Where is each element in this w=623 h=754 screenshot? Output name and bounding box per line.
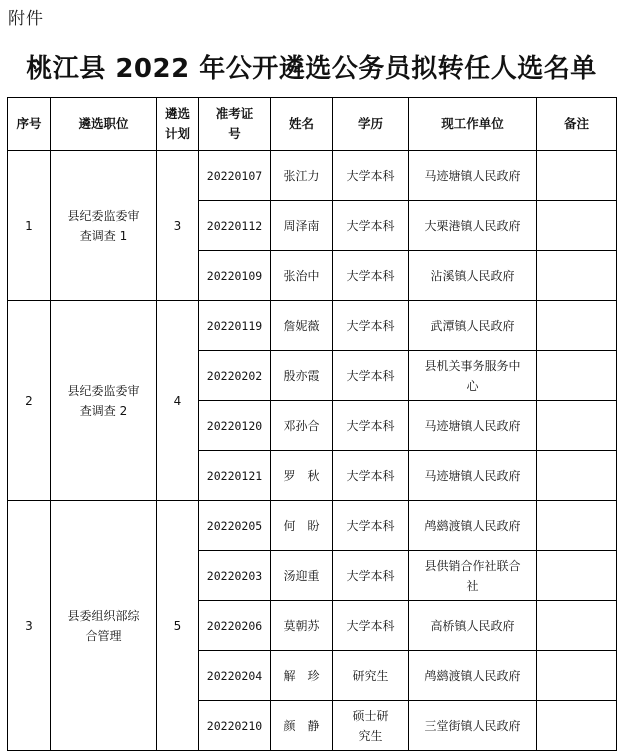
col-header-unit: 现工作单位 — [409, 98, 537, 151]
note-cell — [537, 551, 617, 601]
note-cell — [537, 651, 617, 701]
education-cell: 大学本科 — [333, 151, 409, 201]
exam-id-cell: 20220202 — [199, 351, 271, 401]
exam-id-cell: 20220204 — [199, 651, 271, 701]
education-cell: 硕士研究生 — [333, 701, 409, 751]
position-cell: 县纪委监委审查调查 1 — [51, 151, 157, 301]
name-cell: 殷亦霞 — [271, 351, 333, 401]
col-header-education: 学历 — [333, 98, 409, 151]
attachment-label: 附件 — [8, 9, 44, 29]
note-cell — [537, 451, 617, 501]
note-cell — [537, 701, 617, 751]
name-cell: 解 珍 — [271, 651, 333, 701]
name-cell: 何 盼 — [271, 501, 333, 551]
note-cell — [537, 601, 617, 651]
exam-id-cell: 20220120 — [199, 401, 271, 451]
col-header-exam-id: 准考证号 — [199, 98, 271, 151]
position-cell: 县纪委监委审查调查 2 — [51, 301, 157, 501]
unit-cell: 沾溪镇人民政府 — [409, 251, 537, 301]
note-cell — [537, 151, 617, 201]
name-cell: 汤迎重 — [271, 551, 333, 601]
name-cell: 张治中 — [271, 251, 333, 301]
name-cell: 罗 秋 — [271, 451, 333, 501]
exam-id-cell: 20220119 — [199, 301, 271, 351]
unit-cell: 武潭镇人民政府 — [409, 301, 537, 351]
unit-cell: 大栗港镇人民政府 — [409, 201, 537, 251]
plan-cell: 5 — [157, 501, 199, 751]
exam-id-cell: 20220107 — [199, 151, 271, 201]
unit-cell: 县机关事务服务中心 — [409, 351, 537, 401]
name-cell: 周泽南 — [271, 201, 333, 251]
unit-cell: 县供销合作社联合社 — [409, 551, 537, 601]
col-header-seq: 序号 — [8, 98, 51, 151]
note-cell — [537, 301, 617, 351]
unit-cell: 鸬鹚渡镇人民政府 — [409, 651, 537, 701]
col-header-note: 备注 — [537, 98, 617, 151]
exam-id-cell: 20220109 — [199, 251, 271, 301]
seq-cell: 2 — [8, 301, 51, 501]
col-header-position: 遴选职位 — [51, 98, 157, 151]
candidate-table — [7, 97, 617, 751]
note-cell — [537, 351, 617, 401]
education-cell: 大学本科 — [333, 601, 409, 651]
table-row — [8, 301, 617, 351]
unit-cell: 鸬鹚渡镇人民政府 — [409, 501, 537, 551]
name-cell: 詹妮薇 — [271, 301, 333, 351]
unit-cell: 马迹塘镇人民政府 — [409, 451, 537, 501]
unit-cell: 马迹塘镇人民政府 — [409, 151, 537, 201]
education-cell: 研究生 — [333, 651, 409, 701]
education-cell: 大学本科 — [333, 401, 409, 451]
unit-cell: 三堂街镇人民政府 — [409, 701, 537, 751]
exam-id-cell: 20220210 — [199, 701, 271, 751]
note-cell — [537, 201, 617, 251]
note-cell — [537, 401, 617, 451]
note-cell — [537, 251, 617, 301]
education-cell: 大学本科 — [333, 201, 409, 251]
unit-cell: 高桥镇人民政府 — [409, 601, 537, 651]
education-cell: 大学本科 — [333, 551, 409, 601]
seq-cell: 1 — [8, 151, 51, 301]
education-cell: 大学本科 — [333, 251, 409, 301]
plan-cell: 4 — [157, 301, 199, 501]
exam-id-cell: 20220203 — [199, 551, 271, 601]
name-cell: 莫朝苏 — [271, 601, 333, 651]
page-title: 桃江县 2022 年公开遴选公务员拟转任人选名单 — [26, 54, 597, 84]
col-header-name: 姓名 — [271, 98, 333, 151]
name-cell: 颜 静 — [271, 701, 333, 751]
education-cell: 大学本科 — [333, 351, 409, 401]
unit-cell: 马迹塘镇人民政府 — [409, 401, 537, 451]
exam-id-cell: 20220121 — [199, 451, 271, 501]
education-cell: 大学本科 — [333, 501, 409, 551]
plan-cell: 3 — [157, 151, 199, 301]
exam-id-cell: 20220206 — [199, 601, 271, 651]
position-cell: 县委组织部综合管理 — [51, 501, 157, 751]
table-header-row — [8, 98, 617, 151]
education-cell: 大学本科 — [333, 301, 409, 351]
col-header-plan: 遴选计划 — [157, 98, 199, 151]
seq-cell: 3 — [8, 501, 51, 751]
table-row — [8, 151, 617, 201]
exam-id-cell: 20220205 — [199, 501, 271, 551]
note-cell — [537, 501, 617, 551]
education-cell: 大学本科 — [333, 451, 409, 501]
name-cell: 邓孙合 — [271, 401, 333, 451]
name-cell: 张江力 — [271, 151, 333, 201]
exam-id-cell: 20220112 — [199, 201, 271, 251]
table-row — [8, 501, 617, 551]
